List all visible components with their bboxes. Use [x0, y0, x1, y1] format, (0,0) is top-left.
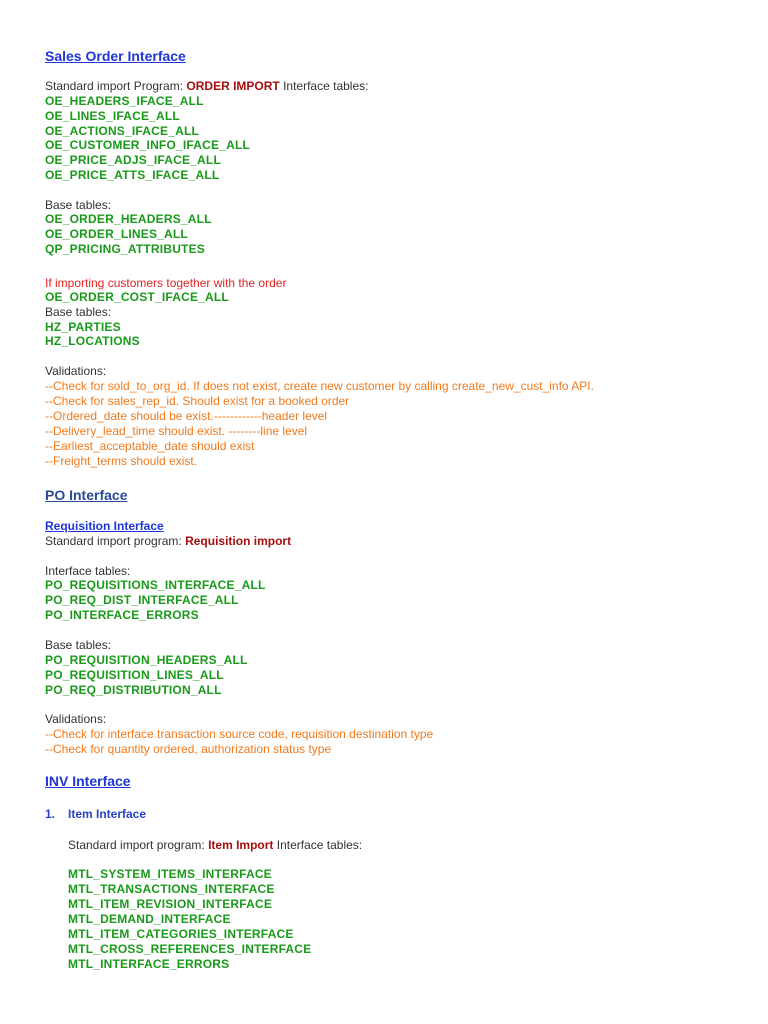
customer-note: If importing customers together with the order [45, 276, 287, 290]
requisition-heading[interactable]: Requisition Interface [45, 519, 164, 533]
po-intro-program: Requisition import [185, 534, 292, 548]
inv-interface-table: MTL_DEMAND_INTERFACE [68, 912, 231, 926]
sales-validation: --Ordered_date should be exist.------------header level [45, 409, 328, 423]
inv-intro-program: Item Import [208, 838, 274, 852]
inv-interface-table: MTL_ITEM_REVISION_INTERFACE [68, 897, 273, 911]
customer-base-label: Base tables: [45, 305, 112, 319]
sales-base-label: Base tables: [45, 198, 112, 212]
inv-interface-table: MTL_CROSS_REFERENCES_INTERFACE [68, 942, 312, 956]
sales-validation: --Delivery_lead_time should exist. --------line level [45, 424, 308, 438]
po-interface-table: PO_INTERFACE_ERRORS [45, 608, 199, 622]
inv-intro-pre: Standard import program: [68, 838, 209, 852]
sales-interface-table: OE_PRICE_ADJS_IFACE_ALL [45, 153, 221, 167]
sales-interface-table: OE_CUSTOMER_INFO_IFACE_ALL [45, 138, 251, 152]
po-validations-label: Validations: [45, 712, 107, 726]
sales-validation: --Check for sales_rep_id. Should exist for a booked order [45, 394, 350, 408]
customer-table: OE_ORDER_COST_IFACE_ALL [45, 290, 229, 304]
inv-interface-table: MTL_INTERFACE_ERRORS [68, 957, 230, 971]
po-heading[interactable]: PO Interface [45, 487, 128, 503]
sales-interface-table: OE_LINES_IFACE_ALL [45, 109, 180, 123]
po-base-table: PO_REQ_DISTRIBUTION_ALL [45, 683, 222, 697]
sales-validation: --Check for sold_to_org_id. If does not exist, create new customer by calling create_new_cust_info API. [45, 379, 594, 393]
po-interface-label: Interface tables: [45, 564, 131, 578]
sales-validation: --Freight_terms should exist. [45, 454, 198, 468]
sales-validations-label: Validations: [45, 364, 107, 378]
customer-base-table: HZ_PARTIES [45, 320, 121, 334]
sales-interface-table: OE_PRICE_ATTS_IFACE_ALL [45, 168, 220, 182]
sales-base-table: OE_ORDER_HEADERS_ALL [45, 212, 212, 226]
po-intro-pre: Standard import program: [45, 534, 186, 548]
po-validation: --Check for interface transaction source code, requisition destination type [45, 727, 434, 741]
item-number: 1. [45, 807, 56, 821]
inv-heading[interactable]: INV Interface [45, 773, 131, 789]
sales-interface-table: OE_HEADERS_IFACE_ALL [45, 94, 204, 108]
po-interface-table: PO_REQ_DIST_INTERFACE_ALL [45, 593, 239, 607]
inv-intro-post: Interface tables: [273, 838, 363, 852]
inv-interface-table: MTL_SYSTEM_ITEMS_INTERFACE [68, 867, 272, 881]
sales-intro [45, 79, 368, 94]
inv-interface-table: MTL_ITEM_CATEGORIES_INTERFACE [68, 927, 294, 941]
sales-validation: --Earliest_acceptable_date should exist [45, 439, 255, 453]
inv-intro [68, 838, 362, 853]
customer-base-table: HZ_LOCATIONS [45, 334, 140, 348]
po-intro [45, 534, 291, 549]
sales-order-heading[interactable]: Sales Order Interface [45, 48, 186, 64]
po-validation: --Check for quantity ordered, authorization status type [45, 742, 332, 756]
sales-intro-post: Interface tables: [279, 79, 369, 93]
sales-base-table: OE_ORDER_LINES_ALL [45, 227, 188, 241]
po-base-table: PO_REQUISITION_HEADERS_ALL [45, 653, 248, 667]
sales-intro-program: ORDER IMPORT [186, 79, 280, 93]
po-interface-table: PO_REQUISITIONS_INTERFACE_ALL [45, 578, 266, 592]
sales-base-table: QP_PRICING_ATTRIBUTES [45, 242, 205, 256]
sales-interface-table: OE_ACTIONS_IFACE_ALL [45, 124, 200, 138]
po-base-table: PO_REQUISITION_LINES_ALL [45, 668, 224, 682]
inv-interface-table: MTL_TRANSACTIONS_INTERFACE [68, 882, 275, 896]
po-base-label: Base tables: [45, 638, 112, 652]
item-interface-heading: Item Interface [68, 807, 147, 821]
sales-intro-pre: Standard import Program: [45, 79, 187, 93]
